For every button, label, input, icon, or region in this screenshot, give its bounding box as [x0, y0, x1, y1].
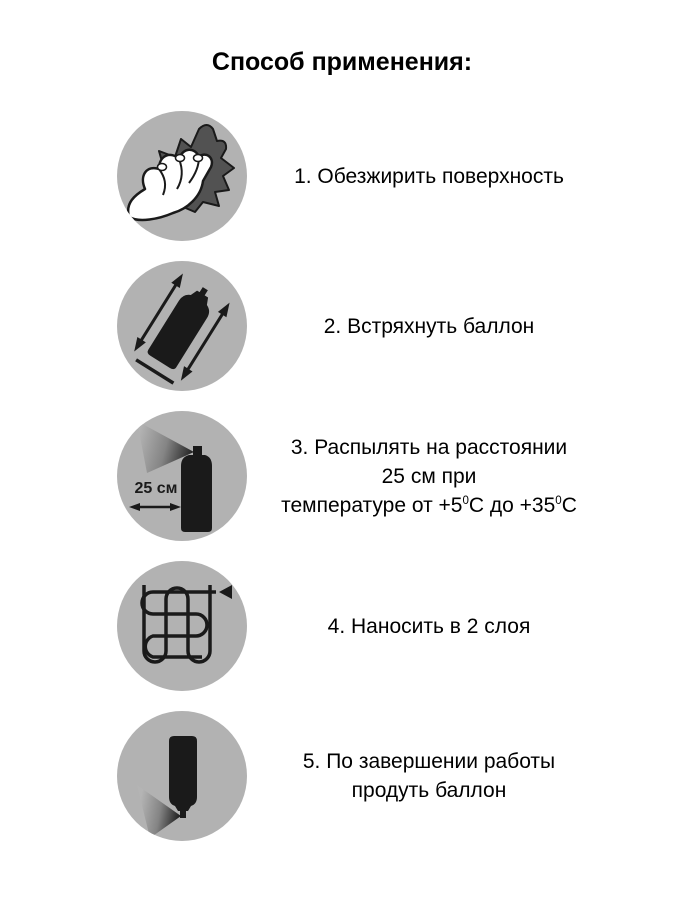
spraying-can-icon	[117, 411, 247, 541]
spray-distance-icon	[117, 411, 247, 541]
step-1-label: 1. Обезжирить поверхность	[294, 164, 564, 188]
serpentine-spray-path-icon	[117, 561, 247, 691]
arrowhead	[170, 503, 181, 511]
distance-label: 25 см	[134, 480, 178, 497]
step-row-4	[0, 551, 684, 701]
step-row-3	[0, 401, 684, 551]
step-4-text	[251, 612, 607, 641]
spray-can-body	[181, 446, 212, 532]
step-row-5	[0, 701, 684, 851]
step-2-text	[251, 312, 607, 341]
spray-can-body	[146, 280, 220, 370]
step-3-line-2: 25 см при	[381, 464, 477, 488]
page-title: Способ применения:	[211, 48, 473, 76]
step-4-label: 4. Наносить в 2 слоя	[327, 614, 531, 638]
step-3-text	[251, 433, 607, 520]
arrowhead	[219, 585, 232, 599]
arrowhead	[177, 366, 193, 383]
purge-can-icon	[117, 711, 247, 841]
shake-can-icon	[117, 261, 247, 391]
steps-list	[0, 101, 684, 851]
crosshatch-layers-icon	[117, 561, 247, 691]
arrowhead	[171, 271, 187, 288]
inverted-can-spraying-icon	[117, 711, 247, 841]
step-3-line-3: температуре от $+5^0С$ до $+35^0С$	[281, 493, 577, 517]
tilted-spray-can-icon	[117, 261, 247, 391]
step-5-line-2: продуть баллон	[351, 779, 507, 802]
step-5-text	[251, 747, 607, 805]
step-5-line-1: 5. По завершении работы	[302, 750, 556, 773]
can-nozzle	[180, 811, 186, 818]
arrowhead	[218, 300, 234, 317]
hand-wiping-cloth-icon	[117, 111, 247, 241]
step-row-2	[0, 251, 684, 401]
arrowhead	[130, 337, 146, 354]
vertical-serpentine	[144, 585, 210, 662]
arrowhead	[129, 503, 140, 511]
fingernail	[194, 155, 203, 162]
fingernail	[158, 164, 167, 171]
step-1-text	[251, 162, 607, 191]
horizontal-serpentine	[142, 592, 216, 657]
fingernail	[176, 155, 185, 162]
step-3-line-1: 3. Распылять на расстоянии	[290, 435, 568, 459]
step-row-1	[0, 101, 684, 251]
inverted-can-body	[169, 736, 197, 811]
degrease-surface-icon	[117, 111, 247, 241]
step-2-label: 2. Встряхнуть баллон	[323, 314, 535, 338]
